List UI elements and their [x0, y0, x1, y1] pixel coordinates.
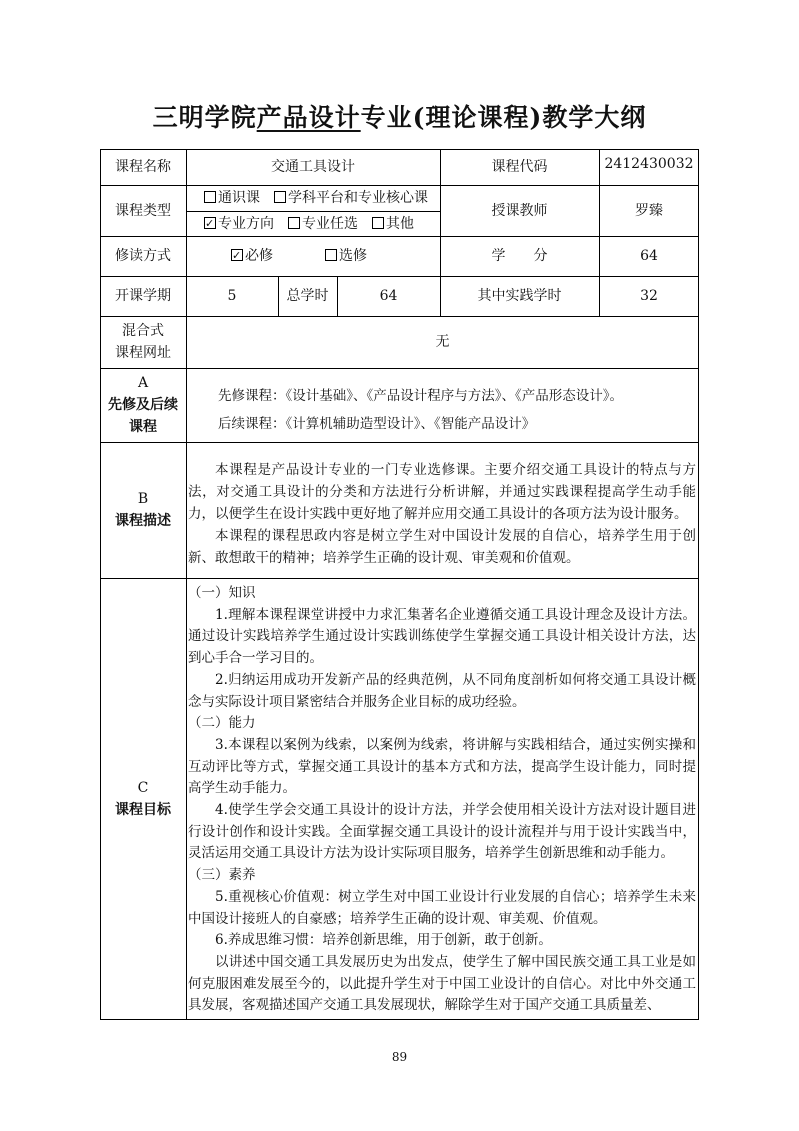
course-description-p1: 本课程是产品设计专业的一门专业选修课。主要介绍交通工具设计的特点与方法，对交通工具设计的分类和方法进行分析讲解，并通过实践课程提高学生动手能力，以便学生在设计实践中更好地了解并应用交通工具设计的各项方法为设计服务。	[188, 462, 696, 522]
type-option-direction[interactable]: ✓专业方向	[204, 213, 274, 235]
course-code-label: 课程代码	[491, 159, 548, 175]
mode-option-elective[interactable]: 选修	[325, 245, 367, 267]
course-description-p2: 本课程的课程思政内容是树立学生对中国设计发展的自信心，培养学生用于创新、敢想敢干的精神；培养学生正确的设计观、审美观和价值观。	[188, 528, 696, 566]
teacher-label: 授课教师	[491, 202, 548, 219]
practice-hours-label: 其中实践学时	[477, 288, 562, 304]
teacher: 罗臻	[635, 202, 663, 219]
objective-3: 3.本课程以案例为线索，以案例为线索，将讲解与实践相结合，通过实例实操和互动评比等方式，掌握交通工具设计的基本方式和方法，提高学生设计能力，同时提高学生动手能力。	[188, 736, 696, 797]
type-option-elective[interactable]: 专业任选	[288, 213, 358, 235]
objective-5: 5.重视核心价值观：树立学生对中国工业设计行业发展的自信心；培养学生未来中国设计接班人的自豪感；培养学生正确的设计观、审美观、价值观。	[188, 888, 696, 927]
mixed-course-url: 无	[435, 334, 450, 350]
checkbox-checked-icon	[204, 217, 216, 229]
type-option-other[interactable]: 其他	[372, 213, 414, 235]
study-mode-label: 修读方式	[115, 248, 171, 264]
mode-option-required[interactable]: ✓ 必修	[231, 245, 273, 267]
semester: 5	[227, 288, 237, 304]
objective-4: 4.使学生学会交通工具设计的设计方法，并学会使用相关设计方法对设计题目进行设计创作和设计实践。全面掌握交通工具设计的设计流程并与用于设计实践当中，灵活运用交通工具设计方法为设计实际项目服务，培养学生创新思维和动手能力。	[188, 802, 696, 862]
objective-heading-knowledge: （一）知识	[188, 585, 256, 601]
type-option-core[interactable]: 学科平台和专业核心课	[274, 187, 428, 209]
checkbox-icon	[274, 191, 286, 203]
section-a-label: A 先修及后续 课程	[108, 375, 178, 435]
checkbox-checked-icon	[231, 249, 243, 261]
checkbox-icon	[372, 217, 384, 229]
objective-heading-literacy: （三）素养	[188, 867, 256, 884]
mixed-course-label: 混合式 课程网址	[115, 323, 171, 361]
checkbox-icon	[288, 217, 300, 229]
objective-7: 以讲述中国交通工具发展历史为出发点，使学生了解中国民族交通工具工业是如何克服困难发展至今的，以此提升学生对于中国工业设计的自信心。对比中外交通工具发展，客观描述国产交通工具发展现状，解除学生对于国产交通工具质量差、	[188, 953, 696, 1014]
objective-6: 6.养成思维习惯：培养创新思维，用于创新，敢于创新。	[215, 932, 552, 949]
checkbox-icon	[325, 249, 337, 261]
course-type-options-row1	[186, 185, 440, 211]
total-hours-label: 总学时	[286, 288, 329, 304]
course-name-label: 课程名称	[115, 159, 171, 175]
page-number: 89	[391, 1050, 408, 1064]
objective-2: 2.归纳运用成功开发新产品的经典范例，从不同角度剖析如何将交通工具设计概念与实际设计项目紧密结合并服务企业目标的成功经验。	[188, 671, 696, 710]
course-name: 交通工具设计	[271, 159, 355, 175]
practice-hours: 32	[640, 288, 658, 304]
objective-1: 1.理解本课程课堂讲授中力求汇集著名企业遵循交通工具设计理念及设计方法。通过设计实践培养学生通过设计实践训练使学生掌握交通工具设计相关设计方法，达到心手合一学习目的。	[188, 606, 696, 667]
section-a-content	[218, 382, 693, 438]
section-b-label: B 课程描述	[115, 491, 171, 529]
type-option-general[interactable]: 通识课	[204, 187, 260, 209]
prerequisite-courses: 先修课程：《设计基础》、《产品设计程序与方法》、《产品形态设计》。	[218, 388, 623, 404]
checkbox-icon	[204, 191, 216, 203]
credit-label: 学 分	[491, 248, 548, 264]
section-c-label: C 课程目标	[115, 780, 171, 818]
course-type-options-row2	[186, 211, 440, 236]
objective-heading-ability: （二）能力	[188, 715, 256, 732]
section-b-content	[188, 459, 696, 569]
study-mode-options	[186, 236, 440, 276]
page-title: 三明学院产品设计专业(理论课程)教学大纲	[152, 103, 647, 132]
course-code: 2412430032	[604, 156, 694, 172]
course-type-label: 课程类型	[115, 202, 171, 219]
follow-up-courses: 后续课程：《计算机辅助造型设计》、《智能产品设计》	[218, 416, 536, 432]
section-c-content	[188, 583, 696, 1017]
semester-label: 开课学期	[115, 288, 171, 304]
total-hours: 64	[379, 288, 398, 304]
credit: 64	[640, 248, 658, 264]
